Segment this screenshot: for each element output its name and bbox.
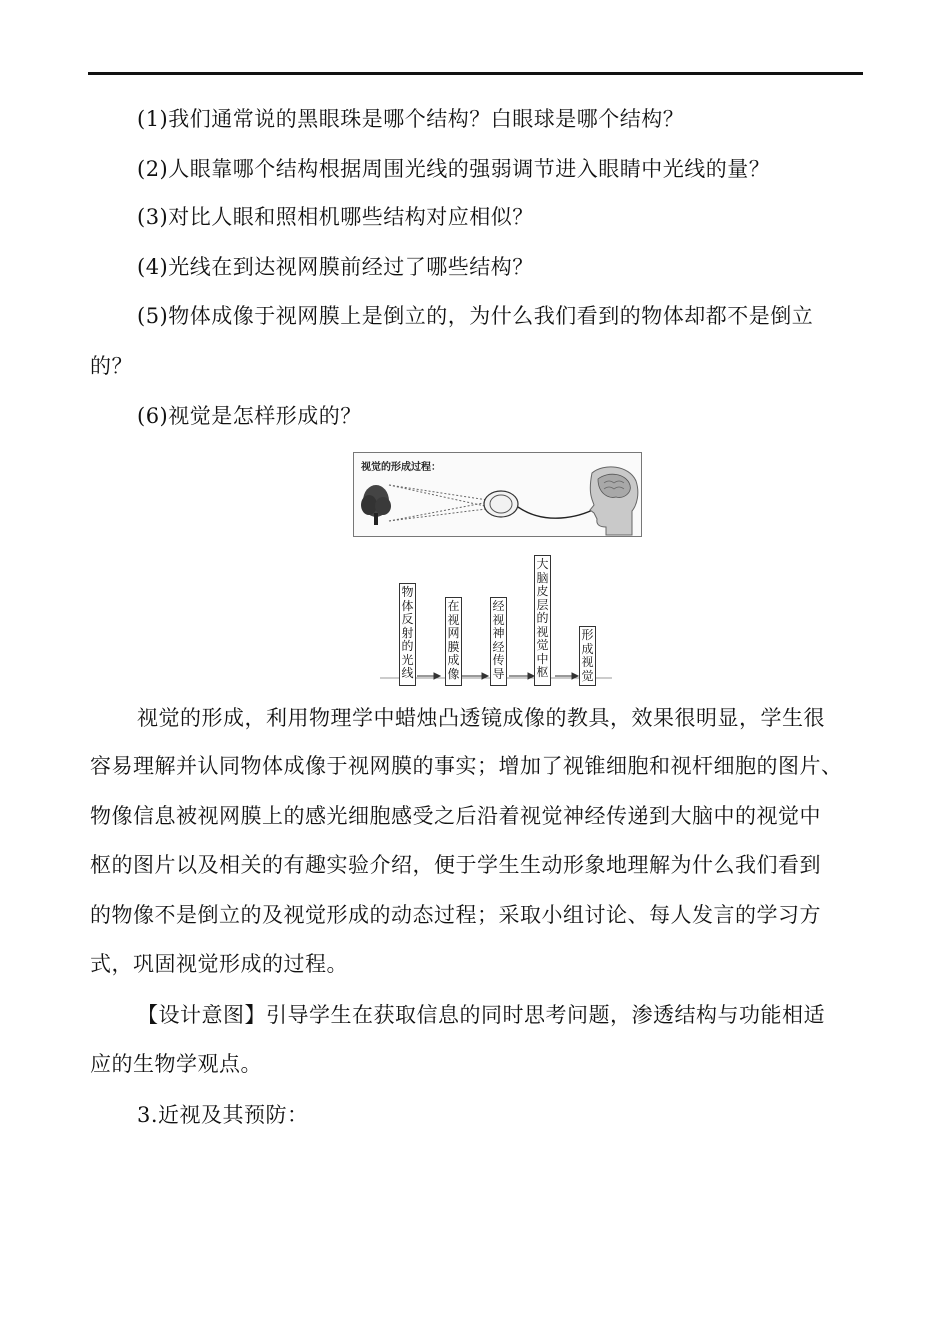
head-icon bbox=[590, 467, 638, 535]
question-5: (5)物体成像于视网膜上是倒立的，为什么我们看到的物体却都不是倒立 bbox=[137, 304, 814, 328]
flow-step-5: 形 成 视 觉 bbox=[579, 626, 596, 686]
flow-step-4: 大 脑 皮 层 的 视 觉 中 枢 bbox=[534, 555, 551, 686]
question-5-cont: 的？ bbox=[90, 354, 133, 378]
design-intent-line-1: 【设计意图】引导学生在获取信息的同时思考问题，渗透结构与功能相适 bbox=[137, 1003, 825, 1027]
header-rule bbox=[88, 72, 863, 75]
section-heading: 3.近视及其预防： bbox=[137, 1103, 309, 1127]
eye-icon bbox=[484, 491, 518, 517]
paragraph-line-5: 的物像不是倒立的及视觉形成的动态过程；采取小组讨论、每人发言的学习方 bbox=[90, 903, 821, 927]
paragraph-line-3: 物像信息被视网膜上的感光细胞感受之后沿着视觉神经传递到大脑中的视觉中 bbox=[90, 804, 821, 828]
vision-formation-figure bbox=[353, 452, 642, 537]
flow-step-1: 物 体 反 射 的 光 线 bbox=[399, 583, 416, 686]
vision-flowchart bbox=[380, 552, 620, 692]
question-6: (6)视觉是怎样形成的？ bbox=[137, 404, 362, 428]
flow-step-3: 经 视 神 经 传 导 bbox=[490, 597, 507, 686]
tree-icon bbox=[361, 485, 391, 525]
question-4: (4)光线在到达视网膜前经过了哪些结构？ bbox=[137, 255, 534, 279]
paragraph-line-1: 视觉的形成，利用物理学中蜡烛凸透镜成像的教具，效果很明显，学生很 bbox=[137, 706, 825, 730]
question-3: (3)对比人眼和照相机哪些结构对应相似？ bbox=[137, 205, 534, 229]
figure-caption: 视觉的形成过程： bbox=[361, 462, 441, 473]
paragraph-line-6: 式，巩固视觉形成的过程。 bbox=[90, 952, 348, 976]
paragraph-line-4: 枢的图片以及相关的有趣实验介绍，便于学生生动形象地理解为什么我们看到 bbox=[90, 853, 821, 877]
design-intent-line-2: 应的生物学观点。 bbox=[90, 1052, 262, 1076]
question-1: (1)我们通常说的黑眼珠是哪个结构？白眼球是哪个结构？ bbox=[137, 107, 685, 131]
paragraph-line-2: 容易理解并认同物体成像于视网膜的事实；增加了视锥细胞和视杆细胞的图片、 bbox=[90, 754, 843, 778]
flow-step-2: 在 视 网 膜 成 像 bbox=[445, 597, 462, 686]
question-2: (2)人眼靠哪个结构根据周围光线的强弱调节进入眼睛中光线的量？ bbox=[137, 157, 771, 181]
